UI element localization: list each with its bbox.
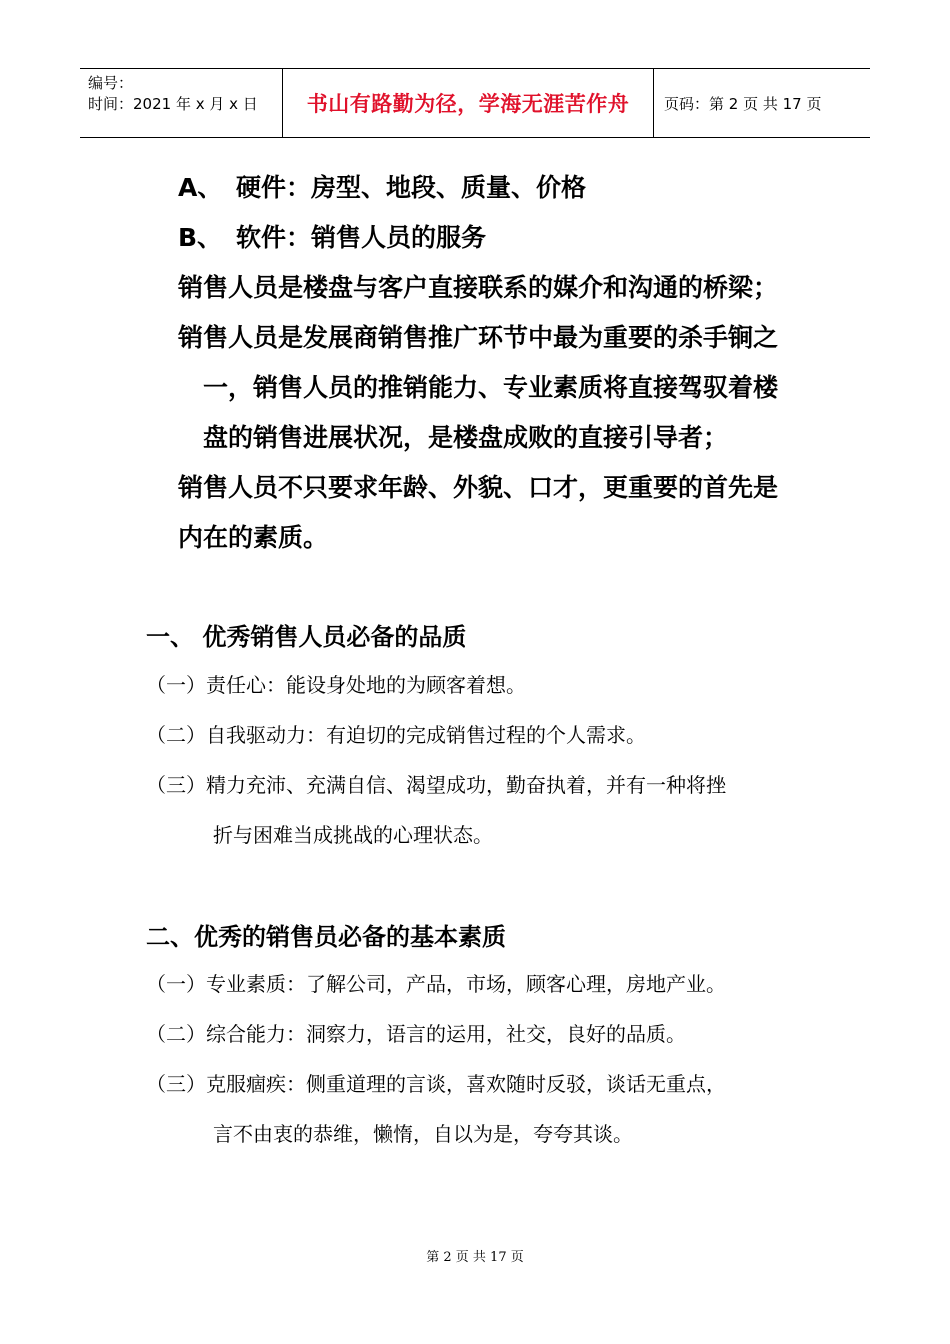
section-1-item-2: （二）自我驱动力：有迫切的完成销售过程的个人需求。 [146, 723, 646, 747]
paragraph-2-line-1: 销售人员是发展商销售推广环节中最为重要的杀手锏之 [178, 323, 779, 352]
page-footer: 第 2 页 共 17 页 [426, 1250, 524, 1265]
point-a-text: 硬件：房型、地段、质量、价格 [236, 173, 587, 202]
header-meta [80, 69, 282, 137]
section-1-item-1: （一）责任心：能设身处地的为顾客着想。 [146, 673, 526, 697]
point-a-marker: A、 [178, 173, 223, 202]
section-1-item-3: （三）精力充沛、充满自信、渴望成功，勤奋执着，并有一种将挫 [146, 773, 726, 797]
time-label: 时间：2021 年 x 月 x 日 [88, 95, 258, 113]
header-page-code-cell [654, 69, 870, 137]
point-b [178, 218, 486, 254]
point-a [178, 168, 586, 204]
point-b-text: 软件：销售人员的服务 [236, 223, 487, 252]
section-2-heading: 二、优秀的销售员必备的基本素质 [146, 923, 506, 951]
section-2-item-3-continued: 言不由衷的恭维，懒惰，自以为是，夸夸其谈。 [213, 1122, 633, 1146]
header-table [80, 68, 870, 138]
section-1-heading: 一、 优秀销售人员必备的品质 [146, 623, 467, 651]
section-2-item-2: （二）综合能力：洞察力，语言的运用，社交，良好的品质。 [146, 1022, 686, 1046]
section-1-item-3-continued: 折与困难当成挑战的心理状态。 [213, 823, 493, 847]
paragraph-2-line-3: 盘的销售进展状况，是楼盘成败的直接引导者； [203, 423, 729, 452]
page-code: 页码：第 2 页 共 17 页 [664, 94, 822, 113]
paragraph-2-line-2: 一，销售人员的推销能力、专业素质将直接驾驭着楼 [203, 373, 779, 402]
section-2-item-3: （三）克服痼疾：侧重道理的言谈，喜欢随时反驳，谈话无重点， [146, 1072, 726, 1096]
number-label: 编号： [88, 74, 134, 92]
section-2-item-1: （一）专业素质：了解公司，产品，市场，顾客心理，房地产业。 [146, 972, 726, 996]
motto: 书山有路勤为径，学海无涯苦作舟 [306, 92, 630, 116]
paragraph-1: 销售人员是楼盘与客户直接联系的媒介和沟通的桥梁； [178, 273, 779, 302]
paragraph-3-line-2: 内在的素质。 [178, 523, 329, 552]
point-b-marker: B、 [178, 223, 223, 252]
paragraph-3-line-1: 销售人员不只要求年龄、外貌、口才，更重要的首先是 [178, 473, 779, 502]
header-motto-cell [282, 69, 654, 137]
